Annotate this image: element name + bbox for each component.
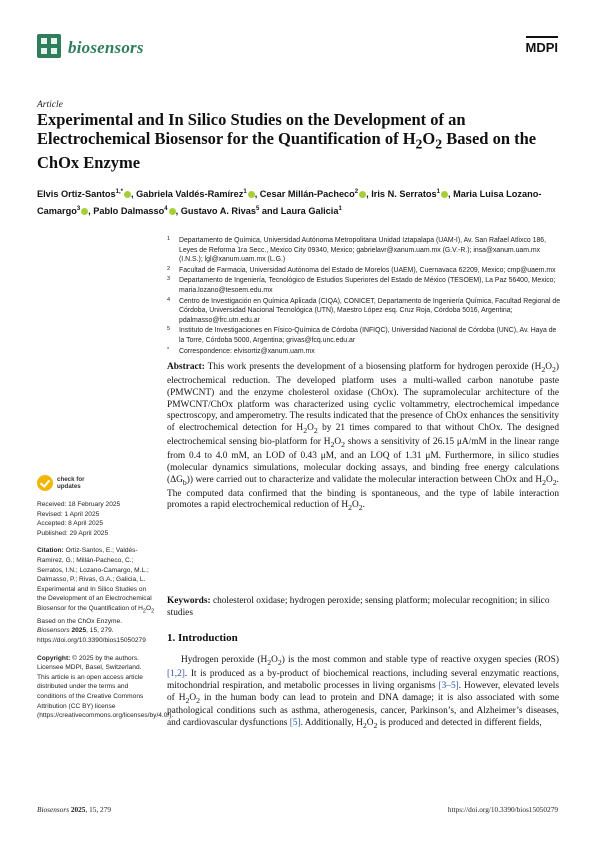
author-separator: and bbox=[259, 206, 281, 217]
journal-logo-icon bbox=[37, 34, 61, 58]
accepted-date: Accepted: 8 April 2025 bbox=[37, 520, 103, 528]
author-affiliation-mark: 1 bbox=[243, 189, 247, 195]
revised-date: Revised: 1 April 2025 bbox=[37, 510, 100, 518]
affiliation-item bbox=[167, 236, 562, 265]
affiliation-list bbox=[167, 236, 562, 357]
author-affiliation-mark: 4 bbox=[164, 206, 168, 213]
author-separator: , bbox=[447, 189, 454, 200]
article-info-sidebar bbox=[37, 475, 174, 721]
orcid-icon[interactable] bbox=[124, 191, 131, 198]
affiliation-item bbox=[167, 276, 562, 295]
citation: Citation: Ortiz-Santos, E.; Valdés-Ramírez, G.; Millán-Pacheco, C.; Serratos, I.N.; Lozano-Camargo, M.L.; Dalmasso, P.; Rivas, G.A.; Galicia, L. Experimental and In Silico Studies on the Development of an Electrochemical Biosensor for the Quantification of $H_2O_2$ Based on the ChOx Enzyme. Biosensors 2025, 15, 279. https://doi.org/10.3390/bios15050279 bbox=[37, 547, 155, 645]
affiliation-number: 4 bbox=[167, 296, 171, 303]
author-name: Gabriela Valdés-Ramírez bbox=[136, 189, 244, 200]
article-type: Article bbox=[37, 100, 63, 110]
check-for-updates-badge[interactable]: check for updates bbox=[37, 475, 155, 491]
reference-link[interactable]: [1,2] bbox=[167, 668, 185, 679]
affiliation-text: Departamento de Química, Universidad Autónoma Metropolitana Unidad Iztapalapa (UAM-I), Av. San Rafael Atlixco 186, Leyes de Reforma 1ra Secc., Mexico City 09340, Mexico; gabrielavr@xanum.uam.mx (G.V.-R.); insa@xanum.uam.mx (I.N.S.); lgl@xanum.uam.mx (L.G.) bbox=[179, 237, 547, 264]
affiliation-number: 2 bbox=[167, 265, 171, 272]
author-name: Cesar Millán-Pacheco bbox=[259, 189, 355, 200]
author-separator: , bbox=[175, 206, 181, 217]
affiliation-item bbox=[167, 297, 562, 326]
abstract: Abstract: This work presents the development of a biosensing platform for hydrogen peroxide $(H_2O_2)$ electrochemical reduction. The developed platform uses a multi-walled carbon nanotube paste (PMWCNT) and the enzyme cholesterol oxidase (ChOx). The supramolecular architecture of the PMWCNT/ChOx platform was characterized using cyclic voltammetry, electrochemical impedance spectroscopy, and amperometry. The results indicated that the presence of ChOx enhances the sensitivity of electrochemical detection for $H_2O_2$ by 21 times compared to that without ChOx. The designed electrochemical sensing bio-platform for $H_2O_2$ shows a sensitivity of 26.15 μA/mM in the linear range from 0.4 to 4.0 mM, an LOD of 0.43 μM, and an LOQ of 1.31 μM. Furthermore, in silico studies (molecular dynamics simulations, molecular docking assays, and binding free energy calculations $(\Delta G_b)$) were carried out to characterize and validate the molecular interaction between ChOx and $H_2O_2$. The computed data confirmed that the binding is spontaneous, and the type of labile interaction promotes a rapid electrochemical reduction of $H_2O_2$. bbox=[167, 362, 559, 513]
author-separator: , bbox=[254, 189, 260, 200]
affiliation-number: 1 bbox=[167, 236, 171, 242]
footer-citation: Biosensors 2025, 15, 279 bbox=[37, 805, 111, 814]
published-date: Published: 29 April 2025 bbox=[37, 529, 109, 537]
corresponding-mark: * bbox=[120, 189, 123, 195]
affiliation-item bbox=[167, 266, 562, 276]
author-affiliation-mark: 1 bbox=[338, 206, 342, 213]
checkmark-icon bbox=[37, 475, 53, 491]
author-affiliation-mark: 1 bbox=[436, 189, 440, 195]
author-name: Maria Luisa Lozano-Camargo bbox=[37, 189, 542, 217]
author-separator: , bbox=[130, 189, 137, 200]
section-heading-introduction: 1. Introduction bbox=[167, 632, 238, 644]
affiliation-text: Departamento de Ingeniería, Tecnológico de Estudios Superiores del Estado de México (TESOEM), La Paz 56400, Mexico; maria.lozano@tesoem.edu.mx bbox=[179, 277, 556, 294]
publisher-logo-bar bbox=[526, 36, 559, 38]
reference-link[interactable]: [3–5] bbox=[438, 680, 459, 691]
orcid-icon[interactable] bbox=[169, 208, 176, 215]
author-affiliation-mark: 3 bbox=[76, 206, 81, 213]
article-title: Experimental and In Silico Studies on the Development of an Electrochemical Biosensor for the Quantification of $H_2O_2$ Based on the ChOx Enzyme bbox=[37, 110, 537, 173]
affiliation-number: 3 bbox=[167, 276, 171, 283]
received-date: Received: 18 February 2025 bbox=[37, 501, 121, 508]
affiliation-text: Facultad de Farmacia, Universidad Autónoma del Estado de Morelos (UAEM), Cuernavaca 62209, Mexico; cmp@uaem.mx bbox=[179, 266, 556, 274]
affiliation-text: Centro de Investigación en Química Aplicada (CIQA), CONICET, Departamento de Ingeniería Química, Facultad Regional de Córdoba, Universidad Nacional Tecnológica (UTN), Maestro López esq. Cruz Roja, Córdoba 5016, Argentina; pdalmasso@frc.utn.edu.ar bbox=[179, 297, 561, 324]
author-affiliation-mark: 2 bbox=[354, 189, 359, 195]
author-name: Elvis Ortiz-Santos bbox=[37, 189, 116, 200]
reference-link[interactable]: [5] bbox=[289, 718, 301, 729]
affiliation-number: 5 bbox=[167, 326, 171, 333]
author-list bbox=[37, 185, 559, 219]
copyright: Copyright: © 2025 by the authors. Licensee MDPI, Basel, Switzerland. This article is an open access article distributed under the terms and conditions of the Creative Commons Attribution (CC BY) license (https://creativecommons.org/licenses/by/4.0/). bbox=[37, 654, 174, 720]
publisher-name: MDPI bbox=[525, 40, 558, 55]
author-name: Pablo Dalmasso bbox=[93, 206, 165, 217]
affiliation-item bbox=[167, 347, 562, 357]
keywords: Keywords: cholesterol oxidase; hydrogen peroxide; sensing platform; molecular recognition; in silico studies bbox=[167, 596, 550, 618]
author-name: Laura Galicia bbox=[280, 206, 339, 217]
affiliation-text: Instituto de Investigaciones en Físico-Química de Córdoba (INFIQC), Universidad Nacional de Córdoba (UNC), Av. Haya de la Torre, Córdoba 5000, Argentina; grivas@fcq.unc.edu.ar bbox=[179, 327, 557, 344]
affiliation-number: * bbox=[167, 346, 170, 353]
author-affiliation-mark: 1, bbox=[115, 189, 121, 195]
footer-doi-link[interactable]: https://doi.org/10.3390/bios15050279 bbox=[447, 805, 558, 814]
publisher-logo bbox=[526, 36, 559, 55]
introduction-paragraph: Hydrogen peroxide $(H_2O_2)$ is the most common and stable type of reactive oxygen species (ROS) [1,2]. It is produced as a by-product of biochemical reactions, including several enzymatic reactions, mitochondrial respiration, and metabolic processes in living organisms [3–5]. However, elevated levels of $H_2O_2$ in the human body can lead to protein and DNA damage; it is also associated with some pathological conditions such as asthma, atherogenesis, cancer, Parkinson’s, and Alzheimer’s diseases, and cardiovascular dysfunctions [5]. Additionally, $H_2O_2$ is produced and detected in different fields, bbox=[167, 655, 559, 731]
author-separator: , bbox=[366, 189, 372, 200]
affiliation-text: Correspondence: elvisortiz@xanum.uam.mx bbox=[179, 347, 315, 355]
author-name: Iris N. Serratos bbox=[371, 189, 437, 200]
affiliation-item bbox=[167, 326, 562, 345]
author-separator: , bbox=[88, 206, 94, 217]
orcid-icon[interactable] bbox=[441, 191, 448, 198]
orcid-icon[interactable] bbox=[248, 191, 255, 198]
author-name: Gustavo A. Rivas bbox=[180, 206, 256, 217]
author-affiliation-mark: 5 bbox=[255, 206, 260, 213]
journal-name: biosensors bbox=[68, 38, 144, 57]
